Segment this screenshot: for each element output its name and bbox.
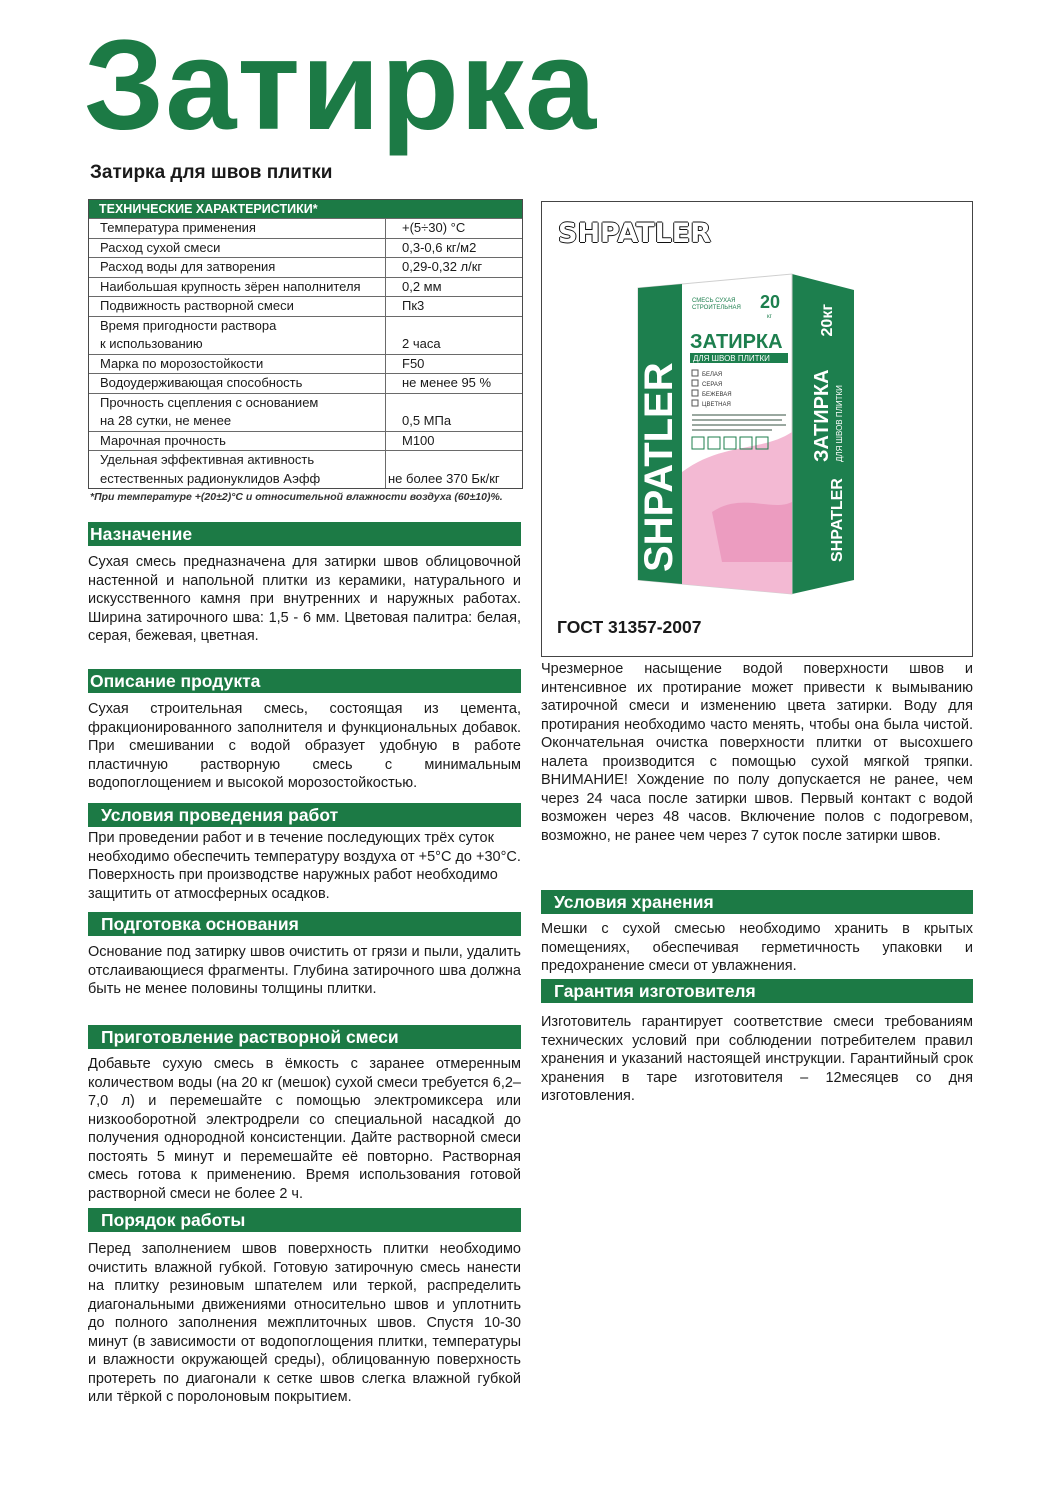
spec-label-line: к использованию	[100, 336, 203, 351]
spec-label-line: Удельная эффективная активность	[100, 452, 315, 467]
spec-label	[89, 355, 386, 374]
section-procedure-title: Порядок работы	[88, 1208, 521, 1232]
product-bag-image	[632, 262, 872, 602]
spec-label-line: Время пригодности раствора	[100, 317, 277, 333]
section-continued-text: Чрезмерное насыщение водой поверхности швов и интенсивное их протирание может привести к вымыванию затирочной смеси и изменению цвета затирки. Воду для протирания необходимо часто менять, чтобы она была чистой. Окончательная очистка поверхности плитки от высохшего налета производится с помощью сухой мягкой тряпки. ВНИМАНИЕ! Хождение по полу допускается не ранее, чем через 24 часа после затирки швов. Первый контакт с водой возможен через 48 часов. Включение полов с подогревом, возможно, не ранее чем через 7 суток после затирки швов.	[541, 661, 973, 844]
spec-label-line: Расход воды для затворения	[100, 259, 276, 274]
bag-weight-unit: кг	[767, 314, 772, 320]
spec-label	[89, 374, 386, 393]
section-storage-title: Условия хранения	[541, 890, 973, 914]
spec-value: 0,29-0,32 л/кг	[402, 259, 483, 274]
spec-label	[89, 239, 386, 258]
section-mixing-text: Добавьте сухую смесь в ёмкость с заранее отмеренным количеством воды (на 20 кг (мешок) сухой смеси требуется 6,2–7,0 л) и перемешайте с помощью электромиксера или низкооборотной электродрели со специальной насадкой до получения однородной консистенции. Дайте растворной смеси постоять 5 минут и перемешайте её повторно. Растворная смесь готова к применению. Время использования готовой растворной смеси не более 2 ч.	[88, 1056, 521, 1202]
spec-value: 0,3-0,6 кг/м2	[402, 239, 477, 255]
bag-side-sub: ДЛЯ ШВОВ ПЛИТКИ	[835, 385, 844, 462]
spec-value: не более 370 Бк/кг	[388, 470, 500, 486]
spec-label	[89, 451, 386, 488]
bag-top-line-2: СТРОИТЕЛЬНАЯ	[692, 305, 741, 311]
page-subtitle: Затирка для швов плитки	[90, 162, 333, 183]
bag-name: ЗАТИРКА	[690, 331, 783, 353]
bag-color-4: ЦВЕТНАЯ	[702, 402, 731, 408]
section-warranty-text: Изготовитель гарантирует соответствие смеси требованиям технических условий при соблюдении потребителем правил хранения и указаний настоящей инструкции. Гарантийный срок хранения в таре изготовителя – 12месяцев со дня изготовления.	[541, 1014, 973, 1104]
section-warranty-title: Гарантия изготовителя	[541, 979, 973, 1003]
bag-side-brand: SHPATLER	[829, 478, 846, 562]
section-mixing-title: Приготовление растворной смеси	[88, 1025, 521, 1049]
section-preparation-text: Основание под затирку швов очистить от грязи и пыли, удалить отслаивающиеся фрагменты. Глубина затирочного шва должна быть не менее половины толщины плитки.	[88, 944, 521, 997]
bag-side-weight: 20кг	[819, 304, 836, 337]
spec-label	[89, 297, 386, 316]
spec-row	[89, 238, 522, 258]
spec-label-line: Марка по морозостойкости	[100, 355, 264, 371]
page-title: Затирка	[84, 14, 598, 157]
bag-brand-vertical: SHPATLER	[637, 362, 681, 572]
spec-row	[89, 373, 522, 393]
spec-value: не менее 95 %	[402, 375, 492, 390]
spec-label-line: Наибольшая крупность зёрен наполнителя	[100, 278, 361, 294]
spec-label	[89, 278, 386, 297]
bag-side-name: ЗАТИРКА	[811, 369, 833, 462]
bag-name-sub: ДЛЯ ШВОВ ПЛИТКИ	[693, 354, 770, 363]
spec-table-heading: ТЕХНИЧЕСКИЕ ХАРАКТЕРИСТИКИ*	[89, 200, 522, 218]
brand-logo: SHPATLER	[558, 218, 712, 249]
spec-table-body	[89, 218, 522, 488]
spec-row	[89, 450, 522, 488]
spec-value: 2 часа	[402, 336, 441, 351]
spec-row	[89, 316, 522, 354]
spec-value: F50	[402, 355, 425, 371]
spec-label-line: естественных радионуклидов Аэфф	[100, 470, 321, 486]
spec-label-line: Температура применения	[100, 220, 256, 235]
gost-label: ГОСТ 31357-2007	[557, 617, 702, 637]
spec-label-line: Прочность сцепления с основанием	[100, 394, 319, 410]
spec-row	[89, 354, 522, 374]
spec-label-line: Водоудерживающая способность	[100, 375, 303, 390]
bag-top-line-1: СМЕСЬ СУХАЯ	[692, 298, 736, 304]
spec-row	[89, 257, 522, 277]
spec-label	[89, 219, 386, 238]
bag-weight: 20	[760, 292, 781, 312]
spec-value: М100	[402, 432, 435, 448]
spec-label	[89, 432, 386, 451]
bag-color-3: БЕЖЕВАЯ	[702, 392, 732, 398]
section-conditions-title: Условия проведения работ	[88, 803, 521, 827]
spec-label	[89, 394, 386, 431]
spec-value: Пк3	[402, 298, 425, 313]
section-description-title: Описание продукта	[88, 669, 521, 693]
spec-label	[89, 317, 386, 354]
section-purpose-text: Сухая смесь предназначена для затирки швов облицовочной настенной и напольной плитки из керамики, натурального и искусственного камня при внутренних и наружных работах. Ширина затирочного шва: 1,5 - 6 мм. Цветовая палитра: белая, серая, бежевая, цветная.	[88, 554, 521, 644]
bag-color-1: БЕЛАЯ	[702, 372, 723, 378]
spec-row	[89, 393, 522, 431]
section-procedure-text: Перед заполнением швов поверхность плитки необходимо очистить влажной губкой. Готовую затирочную смесь нанести на плитку резиновым шпателем или теркой, распределить диагональными движениями относительно швов и уплотнить до полного заполнения межплиточных швов. Спустя 10-30 минут (в зависимости от водопоглощения плитки, температуры и влажности окружающей среды), облицованную поверхность протереть по диагонали к сетке швов слегка влажной губкой или тёркой с поролоновым покрытием.	[88, 1241, 521, 1405]
spec-label-line: Марочная прочность	[100, 432, 226, 448]
bag-color-2: СЕРАЯ	[702, 382, 723, 388]
section-description-text: Сухая строительная смесь, состоящая из цемента, фракционированного заполнителя и функциональных добавок. При смешивании с водой образует удобную в работе пластичную растворную смесь с минимальным водопоглощением и высокой морозостойкостью.	[88, 701, 521, 791]
section-conditions-text: При проведении работ и в течение последующих трёх суток необходимо обеспечить температуру воздуха от +5°С до +30°С. Поверхность при производстве наружных работ необходимо защитить от атмосферных осадков.	[88, 830, 521, 902]
spec-value: +(5÷30) °C	[402, 220, 466, 235]
spec-label-line: Подвижность растворной смеси	[100, 298, 294, 313]
section-preparation-title: Подготовка основания	[88, 912, 521, 936]
section-purpose-title: Назначение	[88, 522, 521, 546]
spec-row	[89, 296, 522, 316]
spec-label-line: на 28 сутки, не менее	[100, 413, 232, 428]
spec-label	[89, 258, 386, 277]
spec-row	[89, 277, 522, 297]
section-storage-text: Мешки с сухой смесью необходимо хранить в крытых помещениях, обеспечивая герметичность упаковки и предохранение смеси от увлажнения.	[541, 921, 973, 974]
spec-value: 0,2 мм	[402, 278, 442, 294]
spec-row	[89, 218, 522, 238]
spec-row	[89, 431, 522, 451]
spec-value: 0,5 МПа	[402, 413, 452, 428]
spec-table	[88, 199, 523, 489]
spec-footnote: *При температуре +(20±2)°С и относительной влажности воздуха (60±10)%.	[90, 491, 503, 503]
spec-label-line: Расход сухой смеси	[100, 239, 221, 255]
product-image-frame	[541, 201, 973, 657]
